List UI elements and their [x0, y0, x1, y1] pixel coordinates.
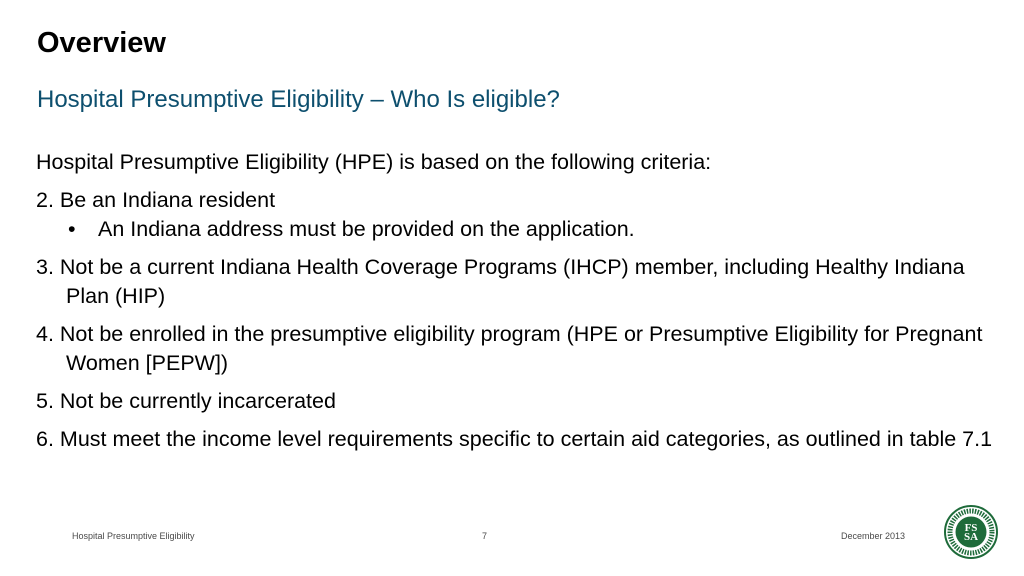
- bullet-mark: •: [68, 217, 76, 241]
- slide-body: [36, 148, 996, 463]
- svg-text:SA: SA: [963, 531, 979, 543]
- fssa-logo-icon: [944, 505, 998, 559]
- criterion-4: 4. Not be enrolled in the presumptive eligibility program (HPE or Presumptive Eligibility for Pregnant Women [PEPW]): [36, 322, 983, 375]
- bullet-text: An Indiana address must be provided on the application.: [98, 217, 635, 241]
- criterion-3: 3. Not be a current Indiana Health Coverage Programs (IHCP) member, including Healthy Indiana Plan (HIP): [36, 255, 965, 308]
- criterion-2-bullet: [68, 215, 996, 244]
- svg-text:FS: FS: [964, 522, 978, 534]
- footer-date: December 2013: [841, 531, 906, 541]
- slide-subtitle: Hospital Presumptive Eligibility – Who Is eligible?: [37, 86, 560, 113]
- footer-page-number: 7: [482, 531, 488, 541]
- slide-title: Overview: [37, 27, 166, 59]
- footer-presentation-title: Hospital Presumptive Eligibility: [72, 531, 195, 541]
- criterion-2: 2. Be an Indiana resident: [36, 188, 276, 212]
- intro-text: Hospital Presumptive Eligibility (HPE) is based on the following criteria:: [36, 150, 712, 174]
- criterion-5: 5. Not be currently incarcerated: [36, 389, 336, 413]
- criterion-6: 6. Must meet the income level requirements specific to certain aid categories, as outlined in table 7.1: [36, 427, 993, 451]
